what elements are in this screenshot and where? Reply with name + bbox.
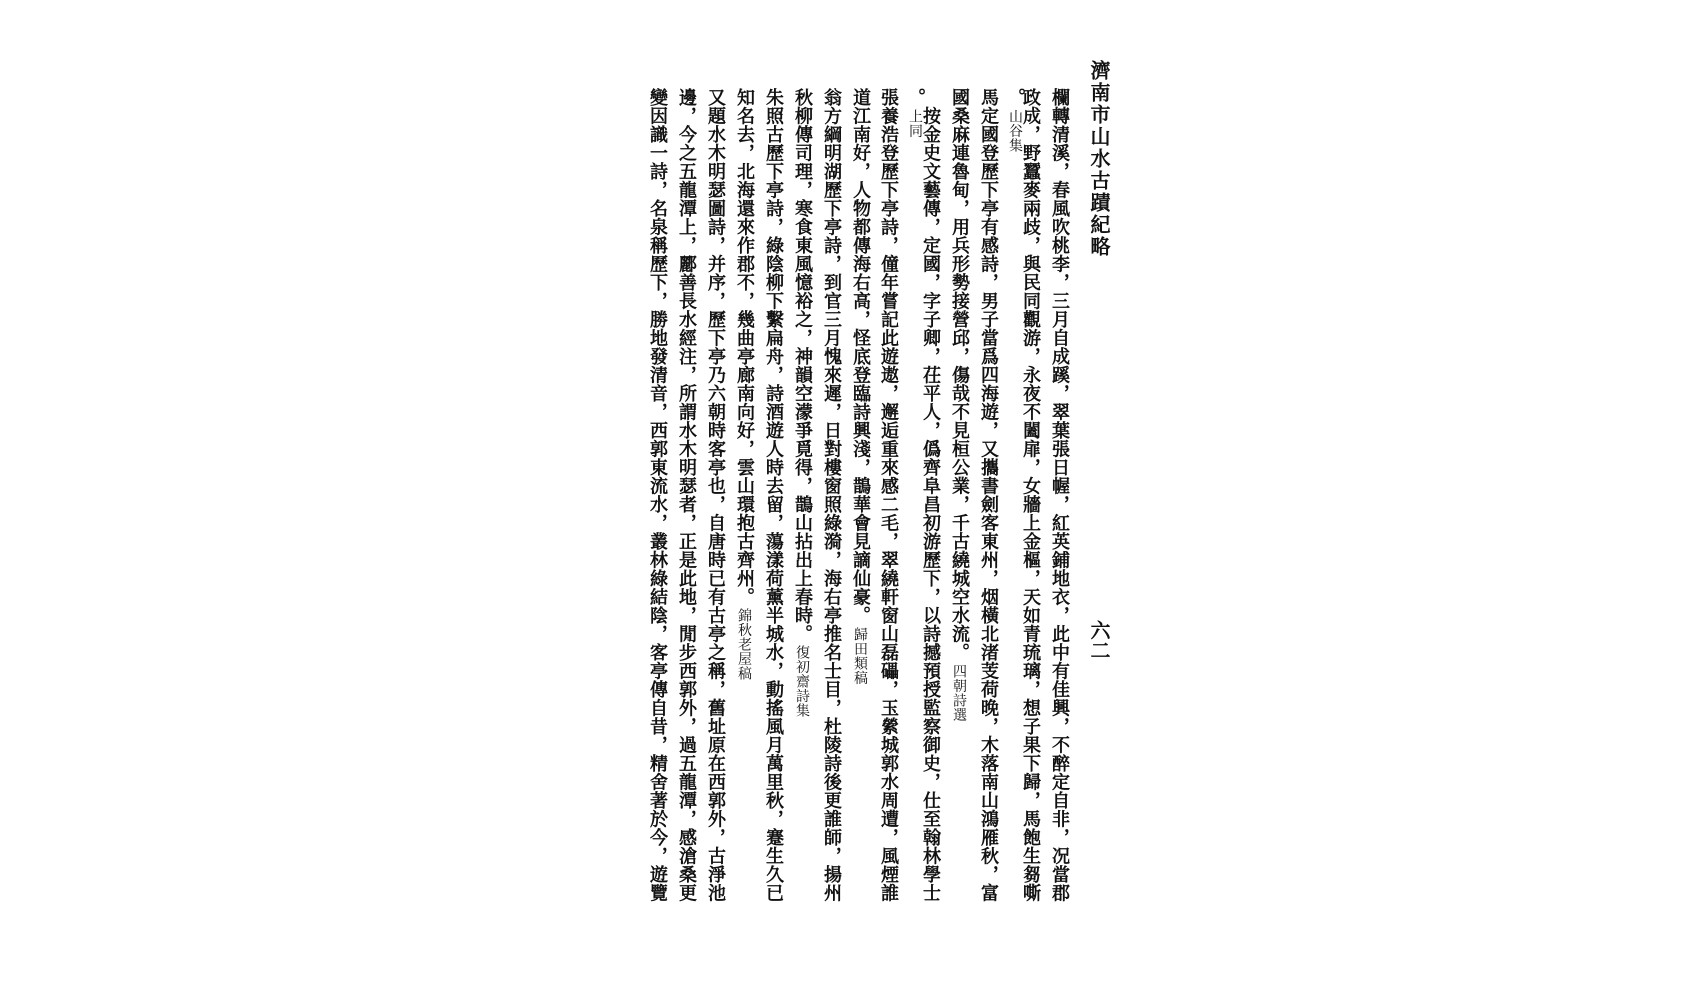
text-column-9: 道江南好，人物都傳海右高，怪底登臨詩興淺，鵲華會見謫仙豪。歸田類稿	[850, 88, 871, 685]
source-note: 復初齋詩集	[794, 645, 810, 718]
text-column-11: 秋柳傳司理，寒食東風憶裕之，神韻空濛爭覓得，鵲山拈出上春時。復初齋詩集	[792, 88, 813, 718]
text-column-3: 。山谷集	[1005, 88, 1026, 152]
page-title: 濟南市山水古蹟紀略	[1087, 60, 1111, 258]
page-number: 六二	[1087, 620, 1111, 660]
source-note: 錦秋老屋稿	[736, 608, 752, 681]
source-note: 歸田類稿	[852, 626, 868, 685]
text-column-10: 翁方綱明湖歷下亭詩，到官三月愧來遲，日對樓窗照綠漪，海右亭推名士目，杜陵詩後更誰師，揚州	[821, 88, 842, 902]
source-note: 上同	[907, 108, 923, 138]
text-column-1: 欄轉清溪，春風吹桃李，三月自成蹊，翠葉張日幄，紅英鋪地衣，此中有佳興，不醉定自非，况當郡	[1049, 88, 1070, 902]
source-note: 四朝詩選	[951, 663, 967, 722]
text-column-4: 馬定國登歷下亭有感詩，男子當爲四海遊，又攜書劍客東州，烟橫北渚芰荷晚，木落南山鴻雁秋，富	[978, 88, 999, 902]
text-column-12: 朱照古歷下亭詩，綠陰柳下繫扁舟，詩酒遊人時去留，蕩漾荷薰半城水，動搖風月萬里秋，蹇生久已	[763, 88, 784, 902]
text-column-16: 變因識一詩，名泉稱歷下，勝地發清音，西郭東流水，叢林綠結陰，客亭傳自昔，精舍著於今，遊覽	[647, 88, 668, 902]
text-column-2: 政成，野蠶麥兩歧，與民同觀游，永夜不闔扉，女牆上金樞，天如青琉璃，想子果下歸，馬飽生芻嘶	[1020, 88, 1041, 902]
text-column-14: 又題水木明瑟圖詩，并序，歷下亭乃六朝時客亭也，自唐時已有古亭之稱，舊址原在西郭外，古淨池	[705, 88, 726, 902]
text-column-5: 國桑麻連魯甸，用兵形勢接營邱，傷哉不見桓公業，千古繞城空水流。四朝詩選	[949, 88, 970, 722]
text-column-8: 張養浩登歷下亭詩，僮年嘗記此遊遨，邂逅重來感二毛，翠繞軒窗山磊礧，玉縈城郭水周遭，風煙誰	[878, 88, 899, 902]
source-note: 山谷集	[1007, 108, 1023, 152]
text-column-15: 邊，今之五龍潭上，酈善長水經注，所謂水木明瑟者，正是此地，閒步西郭外，過五龍潭，感滄桑更	[676, 88, 697, 902]
text-column-13: 知名去，北海還來作郡不，幾曲亭廊南向好，雲山環抱古齊州。錦秋老屋稿	[734, 88, 755, 681]
text-column-7: 。上同	[905, 88, 926, 138]
text-column-6: 按金史文藝傳，定國，字子卿，茌平人，僞齊阜昌初游歷下，以詩撼預授監察御史，仕至翰林學士	[920, 88, 941, 902]
